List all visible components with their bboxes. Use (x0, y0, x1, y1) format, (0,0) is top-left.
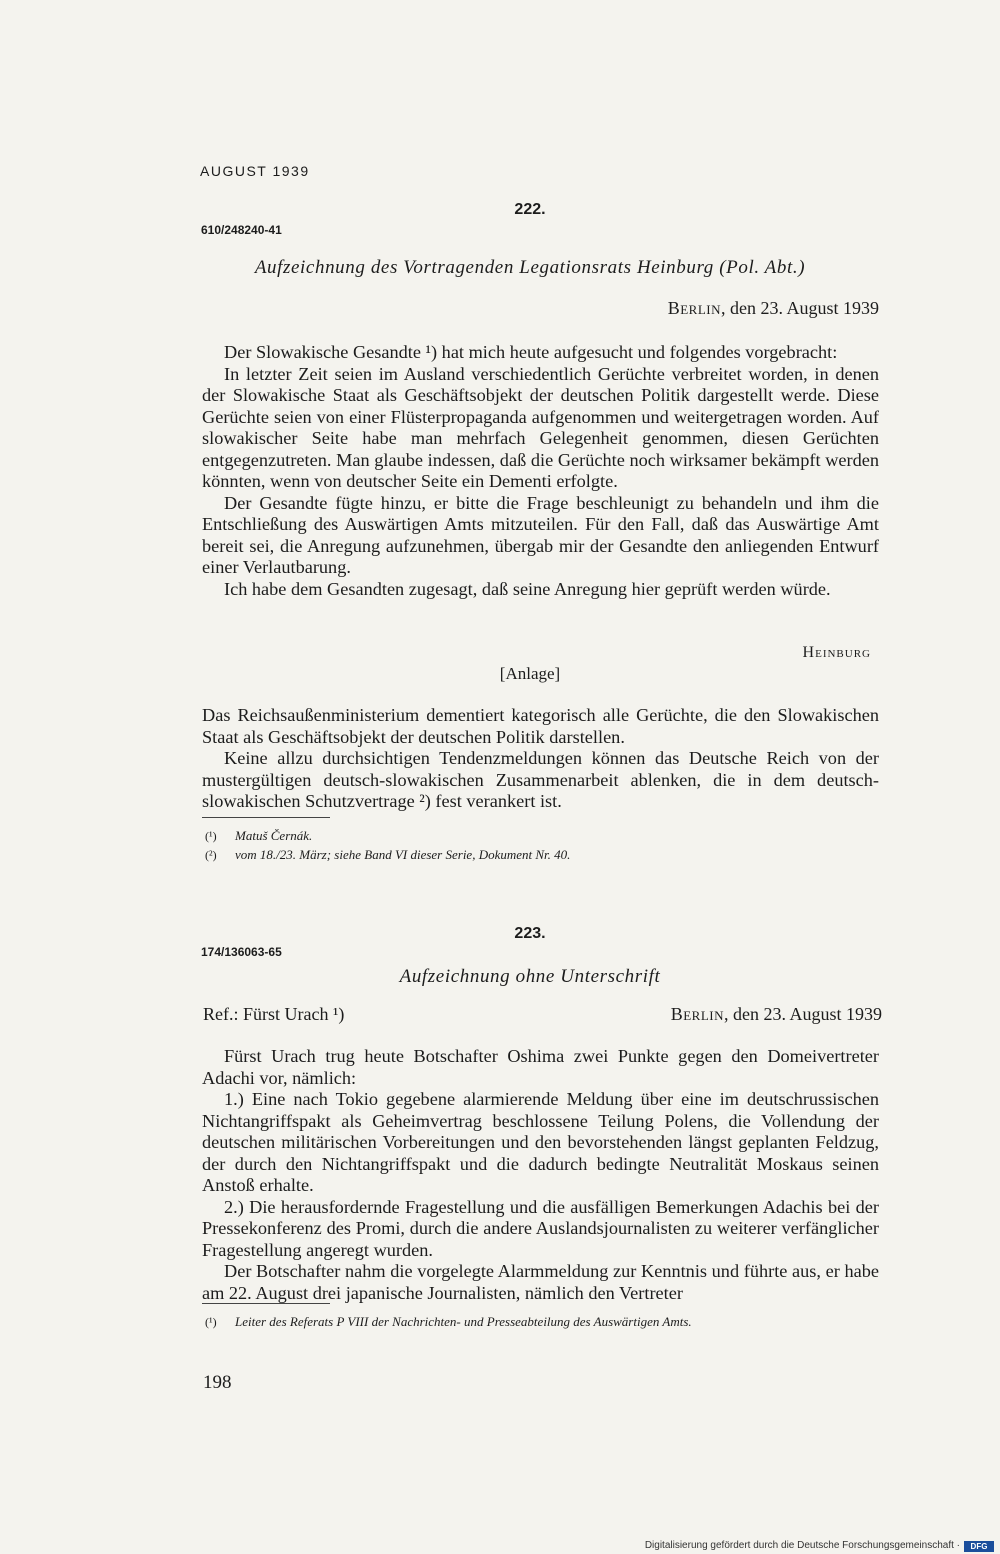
footnote-rule (202, 817, 330, 818)
signature: Heinburg (802, 644, 871, 661)
paragraph: 2.) Die herausfordernde Fragestellung und die ausfälligen Bemerkungen Adachis bei der Pressekonferenz des Promi, durch die andere Auslandsjournalisten zu weiterer verfänglicher Fragestellung angeregt wurden. (202, 1196, 879, 1260)
paragraph: Der Botschafter nahm die vorgelegte Alarmmeldung zur Kenntnis und führte aus, er habe am 22. August drei japanische Journalisten, nämlich den Vertreter (202, 1261, 879, 1303)
paragraph: 1.) Eine nach Tokio gegebene alarmierende Meldung über eine im deutschrussischen Nichtangriffspakt als Geheimvertrag beschlossene Teilung Polens, die Vollendung der deutschen militärischen Vorbereitungen und den bevorstehenden längst geplanten Feldzug, der durch den Nichtangriffspakt und die dadurch bedingte Neutralität Moskaus seinen Anstoß erhalte. (202, 1089, 879, 1195)
footnote: (¹) Leiter des Referats P VIII der Nachrichten- und Presseabteilung des Auswärtigen Amts. (205, 1314, 692, 1329)
paragraph: Der Gesandte fügte hinzu, er bitte die Frage beschleunigt zu behandeln und ihm die Entschließung des Auswärtigen Amts mitzuteilen. Für den Fall, daß das Auswärtige Amt bereit sei, die Anregung aufzunehmen, übergab mir der Gesandte den anliegenden Entwurf einer Verlautbarung. (202, 492, 879, 577)
dateline-place: Berlin (667, 298, 721, 318)
dateline-222 (668, 298, 879, 319)
paragraph: Fürst Urach trug heute Botschafter Oshima zwei Punkte gegen den Domeivertreter Adachi vor, nämlich: (202, 1046, 879, 1088)
paragraph: Ich habe dem Gesandten zugesagt, daß seine Anregung hier geprüft werden würde. (224, 578, 831, 599)
dateline-date: , den 23. August 1939 (720, 298, 879, 318)
page-number: 198 (203, 1372, 232, 1393)
anlage-label: [Anlage] (499, 664, 561, 683)
file-reference-222: 610/248240-41 (201, 223, 282, 237)
anlage-text (202, 705, 879, 813)
dateline-223 (671, 1004, 882, 1025)
document-title-222: Aufzeichnung des Vortragenden Legationsrats Heinburg (Pol. Abt.) (254, 257, 806, 278)
footnote: (²) vom 18./23. März; siehe Band VI dieser Serie, Dokument Nr. 40. (205, 847, 571, 862)
paragraph: In letzter Zeit seien im Ausland verschiedentlich Gerüchte verbreitet worden, in denen der Slowakische Staat als Geschäftsobjekt der deutschen Politik dargestellt werde. Diese Gerüchte seien von einer Flüsterpropaganda aufgenommen und weitergetragen worden. Auf slowakischer Seite habe man mehrfach Gelegenheit genommen, diesen Gerüchten entgegenzutreten. Man glaube indessen, daß die Gerüchte noch wirksamer bekämpft werden könnten, wenn von deutscher Seite ein Dementi erfolgte. (202, 363, 879, 491)
dfg-footer (0, 1540, 1000, 1554)
reference-line: Ref.: Fürst Urach ¹) (203, 1004, 345, 1024)
footnote-rule (202, 1303, 330, 1304)
paragraph: Keine allzu durchsichtigen Tendenzmeldungen können das Deutsche Reich von der mustergültigen deutsch-slowakischen Zusammenarbeit ablenken, die in dem deutsch-slowakischen Schutzvertrage ²) fest verankert ist. (202, 748, 879, 811)
dfg-notice: Digitalisierung gefördert durch die Deutsche Forschungsgemeinschaft · (644, 1540, 960, 1551)
document-number-223: 223. (514, 925, 546, 942)
document-number-222: 222. (514, 201, 546, 218)
file-reference-223: 174/136063-65 (201, 945, 282, 959)
paragraph: Das Reichsaußenministerium dementiert kategorisch alle Gerüchte, die den Slowakischen Staat als Geschäftsobjekt der deutschen Politik darstellen. (202, 705, 879, 747)
dateline-date: , den 23. August 1939 (723, 1004, 882, 1024)
running-header-date: AUGUST 1939 (200, 163, 310, 179)
paragraph: Der Slowakische Gesandte ¹) hat mich heute aufgesucht und folgendes vorgebracht: (224, 342, 838, 362)
body-text-222 (202, 342, 879, 600)
footnote: (¹) Matuš Černák. (205, 828, 313, 843)
document-title-223: Aufzeichnung ohne Unterschrift (399, 966, 661, 987)
dfg-logo-icon: DFG (964, 1541, 994, 1552)
dateline-place: Berlin (670, 1004, 724, 1024)
body-text-223 (202, 1046, 879, 1304)
